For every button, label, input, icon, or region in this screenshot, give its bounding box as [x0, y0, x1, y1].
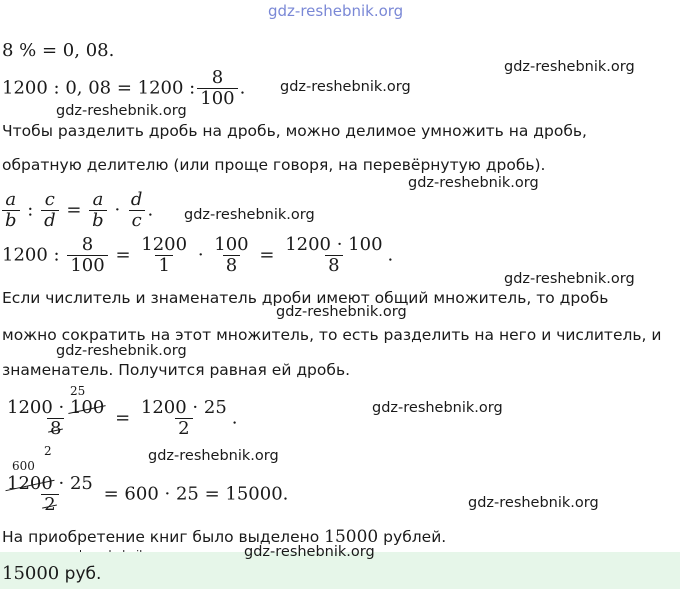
denominator: b: [89, 210, 107, 231]
fraction-a-b: [2, 190, 20, 231]
numerator: [4, 474, 96, 494]
denominator: d: [41, 210, 59, 231]
denominator: b: [2, 210, 20, 231]
rule-text-2: обратную делителю (или проще говоря, на перевёрнутую дробь).: [2, 156, 546, 174]
amount-value: 15000: [324, 527, 379, 547]
period: .: [231, 407, 238, 429]
watermark[interactable]: gdz-reshebnik.org: [468, 495, 599, 511]
denominator: 100: [67, 255, 107, 276]
watermark[interactable]: gdz-reshebnik.org: [504, 271, 635, 287]
rule-text-4: можно сократить на этот множитель, то есть разделить на него и числитель, и: [2, 326, 662, 344]
multiply-sign: ·: [197, 244, 204, 266]
conclusion-text: [2, 527, 446, 547]
conclusion-part-1: На приобретение книг было выделено: [2, 528, 325, 546]
fraction-d-c: [128, 190, 146, 231]
expression-left: 1200 :: [2, 244, 60, 266]
division-left: 1200 : 0, 08 = 1200 :: [2, 77, 196, 99]
period: .: [239, 77, 246, 99]
fraction-1200-1: [138, 235, 190, 276]
crossed-1200: 1200: [7, 473, 53, 494]
crossed-100: 100: [69, 397, 105, 418]
fraction-1200x25-2-reduced: [4, 474, 96, 515]
equals-sign: =: [115, 407, 131, 429]
crossed-2: 2: [44, 494, 56, 515]
answer: [2, 563, 101, 584]
rule-text-1: Чтобы разделить дробь на дробь, можно делимое умножить на дробь,: [2, 122, 587, 140]
reduction-step: [2, 398, 238, 439]
rule-text-5: знаменатель. Получится равная ей дробь.: [2, 361, 351, 379]
final-calculation: [2, 474, 288, 515]
numerator: 8: [81, 234, 94, 255]
answer-number: 15000: [2, 563, 60, 584]
watermark[interactable]: gdz-reshebnik.org: [408, 175, 539, 191]
watermark[interactable]: gdz-reshebnik.org: [244, 544, 375, 560]
denominator: 1: [155, 255, 172, 276]
watermark[interactable]: gdz-reshebnik.org: [372, 400, 503, 416]
numerator: d: [130, 189, 143, 210]
equals-sign: =: [66, 199, 82, 221]
multiply-sign: ·: [114, 199, 121, 221]
denominator: 8: [223, 255, 240, 276]
reduced-factor-600: 600: [12, 459, 35, 473]
period: .: [387, 244, 394, 266]
period: .: [147, 199, 154, 221]
watermark[interactable]: gdz-reshebnik.org: [56, 343, 187, 359]
reduced-factor-2: 2: [44, 444, 52, 458]
factor-1200: 1200 ·: [7, 397, 70, 418]
fraction-8-100: [197, 68, 237, 109]
numerator: a: [5, 189, 17, 210]
numerator: [4, 398, 107, 418]
equals-sign: =: [259, 244, 275, 266]
numerator: a: [92, 189, 104, 210]
watermark-top[interactable]: gdz-reshebnik.org: [268, 2, 404, 20]
numerator: c: [44, 189, 55, 210]
fraction-c-d: [41, 190, 59, 231]
equals-sign: =: [115, 244, 131, 266]
divide-sign: :: [27, 199, 34, 221]
watermark[interactable]: gdz-reshebnik.org: [276, 304, 407, 320]
watermark[interactable]: gdz-reshebnik.org: [504, 59, 635, 75]
numerator: 1200: [141, 234, 188, 255]
percent-conversion: 8 % = 0, 08.: [2, 40, 115, 61]
fraction-8-100: [67, 235, 107, 276]
fraction-100-8: [211, 235, 251, 276]
watermark[interactable]: gdz-reshebnik.org: [56, 103, 187, 119]
reduced-factor-25: 25: [70, 384, 86, 398]
denominator: 2: [175, 418, 192, 439]
rule-text-3: Если числитель и знаменатель дроби имеют общий множитель, то дробь: [2, 289, 609, 307]
fraction-reduced: [4, 398, 107, 439]
denominator: c: [129, 210, 145, 231]
factor-25: · 25: [52, 473, 93, 494]
calculation-step-1: [2, 235, 393, 276]
fraction-product: [282, 235, 385, 276]
numerator: 1200 · 100: [285, 234, 383, 255]
watermark[interactable]: gdz-reshebnik.org: [148, 448, 279, 464]
watermark[interactable]: gdz-reshebnik.org: [184, 207, 315, 223]
denominator: [47, 418, 64, 439]
numerator: 1200 · 25: [140, 397, 227, 418]
denominator: 8: [325, 255, 342, 276]
fraction-a-b: [89, 190, 107, 231]
watermark[interactable]: gdz-reshebnik.org: [280, 79, 411, 95]
conclusion-part-2: рублей.: [378, 528, 447, 546]
result-expression: = 600 · 25 = 15000.: [103, 483, 289, 505]
division-rule: [0, 190, 153, 231]
denominator: [41, 494, 58, 515]
answer-unit: руб.: [59, 564, 102, 584]
numerator: 100: [214, 234, 249, 255]
fraction-1200x25-2: [138, 398, 230, 439]
denominator: 100: [197, 88, 237, 109]
numerator: 8: [211, 67, 224, 88]
crossed-8: 8: [49, 418, 62, 439]
